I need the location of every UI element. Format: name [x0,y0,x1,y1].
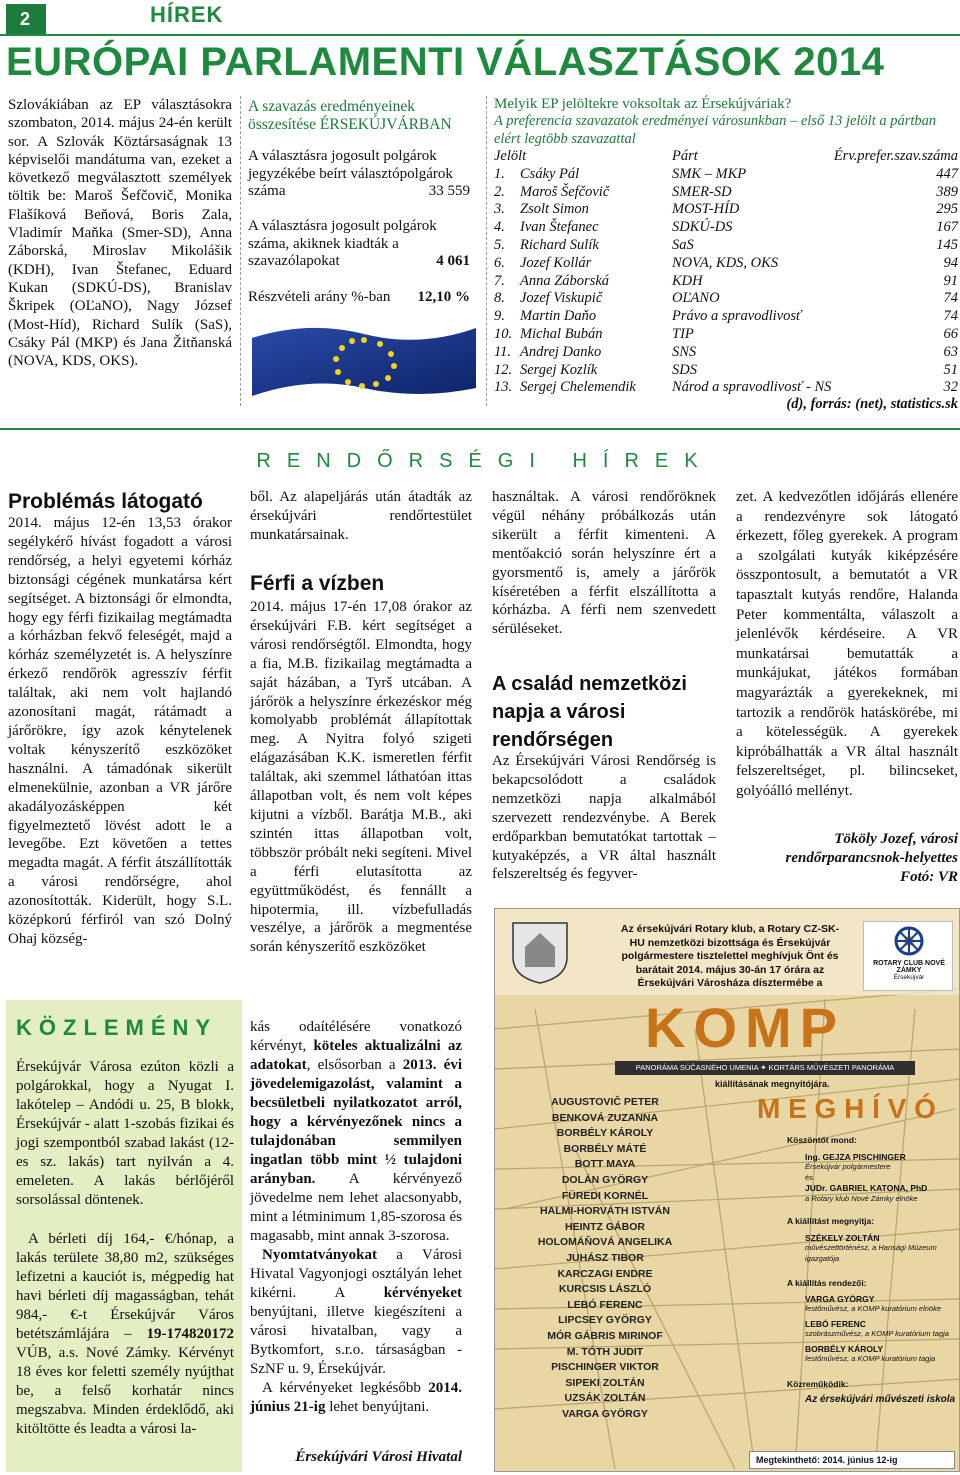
article-family-col3: Az Érsekújvári Városi Rendőrség is bekapcsolódott a családok nemzetközi napja alkalmából szervezett rendezvénybe. A Berek erdőparkban bemutatókat tartottak – kutyaképzés, a VR által használt felszereltség és fegyver- [492,753,716,883]
row-number: 10. [494,325,513,342]
party-name: NOVA, KDS, OKS [672,254,779,271]
vote-count: 91 [943,272,958,289]
notice-title: KÖZLEMÉNY [16,1015,218,1040]
results-row [494,379,958,397]
greet-name-2: JUDr. GABRIEL KATONA, PhD [805,1183,928,1193]
vote-count: 447 [936,165,958,182]
section-rule [0,428,960,430]
meghivo-title: M E G H Í V Ó [757,1093,936,1124]
artist-name: DOLÁN GYÖRGY [561,1173,649,1186]
rotary-logo [863,921,953,991]
partners-name: Az érsekújvári művészeti iskola [805,1394,956,1405]
invite-text: Az érsekújvári Rotary klub, a Rotary CZ-SK-HU nemzetközi bizottsága és Érsekújvár polgármestere tisztelettel meghívjuk Önt és barátait 2014. május 30-án 17 órára az Érsekújvári Városháza dísztermébe a [620,923,840,989]
row-number: 11. [494,343,512,360]
rotary-logo-text: ROTARY CLUB NOVÉ ZÁMKY [873,960,945,974]
row-number: 6. [494,254,505,271]
artist-name: BORBÉLY KÁROLY [556,1127,654,1140]
artist-name: MÓR GÁBRIS MIRINOF [547,1329,663,1342]
notice-text: A kérvényeket legkésőbb [262,1380,429,1396]
headline: EURÓPAI PARLAMENTI VÁLASZTÁSOK 2014 [6,40,885,84]
curator-2: LEBÓ FERENC [805,1318,866,1329]
divider [240,96,241,406]
row-number: 8. [494,290,505,307]
col-votes: Érv.prefer.szav.száma [833,148,958,164]
party-name: Právo a spravodlivosť [672,308,802,325]
results-question: Melyik EP jelöltekre voksoltak az Érsekújváriak? [494,96,792,112]
notice-bold: köteles aktualizálni az adatokat [250,1038,462,1073]
artist-name: FÜREDI KORNÉL [561,1189,649,1202]
artist-name: VARGA GYÖRGY [562,1407,648,1420]
police-signature: Tököly Jozef, városi rendőrparancsnok-helyettes [785,831,958,866]
notice-signature: Érsekújvári Városi Hivatal [295,1449,462,1465]
opening-text: kiállításának megnyitójára. [715,1079,830,1089]
vote-count: 295 [936,201,958,218]
eligible-label: A választásra jogosult polgárok jegyzékébe beírt választópolgárok száma [248,148,453,199]
candidate-name: Jozef Viskupič [520,290,603,307]
vote-count: 389 [936,183,958,200]
results-source: (d), forrás: (net), statistics.sk [786,396,958,412]
notice-paragraph-1: Érsekújvár Városa ezúton közli a polgárokkal, hogy a Nyugat I. lakótelep – Andódi u. 25, B blokk, Érsekújvár - alatt 1-szobás fizikai és jogi szempontból szabad lakást (12-es sz. lakás) tart nyilván a 4. emeleten. A lakás bérlőjéről sorsolással döntenek. [16,1059,234,1208]
row-number: 3. [494,201,505,218]
notice-text: , elsősorban a [306,1057,403,1073]
page-number: 2 [6,4,46,34]
article-visitor-col1: 2014. május 12-én 13,53 órakor segélykérő hívást fogadott a városi rendőrség, a helyi egyetemi kórház biztonsági cégének munkatársa kért segítséget. A biztonsági őr elmondta, hogy egy férfi fizikailag megtámadta a kórházban fekvő feleségét, majd a kórház személyzetét is. A helyszínre érkező rendőrök agresszív férfit találtak, aki nem volt hajlandó azonosítani magát, rátámadt a járőrökre, így azok kénytelenek voltak kényszerítő eszközöket használni. A támadónak sikerült elmenekülnie, azonban a VR járőre akadályozásképpen két figyelmeztető lövést adott le a levegőbe. Ezt követően a tettes megadta magát. A férfit átszállították a városi rendőrségre, ahol azonosították. Kiderült, hogy S.L. középkorú férfiról van szó Dolný Ohaj község- [8,515,232,947]
eu-flag-image [248,318,480,402]
notice-account: 19-174820172 [146,1326,234,1342]
city-coat-of-arms-icon [505,917,575,987]
article-visitor-col2: ből. Az alapeljárás után átadták az érsekújvári rendőrtestület munkatársainak. [250,489,472,543]
artist-name: M. TÓTH JUDIT [566,1345,644,1358]
candidate-name: Sergej Chelemendik [520,379,636,396]
candidate-name: Andrej Danko [520,343,602,360]
vote-count: 74 [943,308,958,325]
results-row [494,201,958,219]
photo-credit: Fotó: VR [900,869,958,885]
vote-count: 167 [936,219,958,236]
notice-text: A bérleti díj 164,- €/hónap, a lakás területe 38,80 m2, szükséges lefizetni a kauciót is, mégpedig hat havi bérleti díj magasságban, tehát 984,- €-t Érsekújvár Város betétszámlájára – [16,1231,234,1342]
notice-bold: 2013. évi jövedelemigazolást, valamint a becsületbeli nyilatkozatot arról, hogy a kérvényezőnek nincs a tulajdonában semmilyen ingatlan több mint ½ tulajdoni arányban. [250,1057,463,1187]
notice-text: lehet benyújtani. [325,1399,430,1415]
curator-3-role: festőművész, a KOMP kuratórium tagja [805,1354,936,1363]
results-row [494,362,958,380]
artist-name: KURCSIS LÁSZLÓ [558,1283,652,1296]
artist-list [505,1095,705,1422]
candidate-name: Anna Záborská [520,272,610,289]
vote-count: 94 [943,254,958,271]
candidate-name: Csáky Pál [520,165,580,182]
party-name: SDKÚ-DS [672,219,733,236]
candidate-name: Jozef Kollár [520,254,592,271]
article-title-visitor: Problémás látogató [8,490,203,513]
row-number: 5. [494,236,505,253]
row-number: 7. [494,272,505,289]
vote-count: 74 [943,290,958,307]
greet-and: és [805,1172,813,1182]
col-candidate: Jelölt [494,148,527,164]
article-water-col2: 2014. május 17-én 17,08 órakor az érsekújvári F.B. kért segítséget a városi rendőrségtől. Elmondta, hogy a fia, M.B. fizikailag megtámadta a saját házában, a Tyrš utcában. A járőrök a helyszínre érkezéskor még komolyabb problémát állapítottak meg. A Nyitra folyó szigeti elágazásában K.K. ismeretlen férfit találtak, aki szemmel láthatóan ittas állapotban volt, és nem volt képes kijutni a vízből. Barátja M.B., aki szintén ittas állapotban volt, többször próbált neki segíteni. Mivel a férfi elutasította az együttműködést, és fennállt a hipotermia, ill. vízbefulladás veszélye, a járőrök a megmentése során kényszerítő eszközöket [250,599,472,956]
artist-name: BOTT MAYA [574,1158,636,1171]
komp-strip: PANORÁMA SÚČASNÉHO UMENIA ✦ KORTÁRS MŰVÉSZETI PANORÁMA [615,1061,915,1075]
opens-role: művészettörténész, a Hansági Múzeum igazgatója [805,1243,937,1263]
issued-label: A választásra jogosult polgárok száma, akiknek kiadták a szavazólapokat [248,218,437,269]
row-number: 1. [494,165,505,182]
rotary-logo-sub: Érsekújvár [893,974,925,981]
notice-bold: 2014. június 21-ig [250,1380,462,1415]
artist-name: LIPCSEY GYÖRGY [558,1314,652,1327]
results-row [494,290,958,308]
party-name: OĽANO [672,290,720,307]
rotary-wheel-icon [894,926,924,956]
row-number: 2. [494,183,505,200]
artist-name: HOLOMÁŇOVÁ ANGELIKA [537,1236,673,1249]
greet-name-1: Ing. GEJZA PISCHINGER [805,1151,906,1162]
article-family-col4: zet. A kedvezőtlen időjárás ellenére a rendezvényre sok látogató érkezett, főleg gyerekek. A program a szolgálati kutyák kiképzésére összpontosult, a bemutatót a VR tapasztalt kutyás rendőre, Halanda Peter kommentálta, válaszolt a jelenlévők kérdéseire. A VR munkatársai bemutatták a munkájukat, játékos formában magyarázták a gyerekeknek, mi tartozik a rendőrök hatáskörébe, mi a kötelességük. A gyerekek kipróbálhatták a VR által használt felszereltséget, pl. bilincseket, golyóálló mellényt. [736,489,958,799]
artist-name: KARCZAGI ENDRE [557,1267,653,1280]
artist-name: UZSÁK ZOLTÁN [564,1392,646,1405]
artist-name: BENKOVÁ ZUZANNA [551,1111,659,1124]
col-party: Párt [672,148,698,164]
article-title-family: A család nemzetközi napja a városi rendőrségen [492,673,687,751]
komp-title: KOMP [645,996,845,1059]
artist-name: HALMI-HORVÁTH ISTVÁN [540,1205,670,1218]
candidate-name: Maroš Šefčovič [520,183,610,200]
results-row [494,184,958,202]
police-section-title: RENDŐRSÉGI HÍREK [256,450,714,472]
curator-1: VARGA GYÖRGY [805,1293,875,1304]
curator-2-role: szobrászművész, a KOMP kuratórium tagja [805,1329,949,1338]
curators-label: A kiállítás rendezői: [787,1278,867,1288]
candidate-name: Richard Sulík [520,236,599,253]
artist-name: SIPEKI ZOLTÁN [565,1376,645,1389]
results-row [494,166,958,184]
invitation-advertisement [494,908,960,1472]
artist-name: AUGUSTOVIČ PETER [551,1096,659,1108]
results-row [494,237,958,255]
results-row [494,255,958,273]
divider [486,96,487,406]
curator-3: BORBÉLY KÁROLY [805,1343,884,1354]
turnout-value: 12,10 % [417,289,470,305]
results-row [494,273,958,291]
candidate-name: Ivan Štefanec [520,219,599,236]
greet-label: Köszöntőt mond: [787,1135,857,1145]
exhibition-dates: Megtekinthető: 2014. június 12-ig [749,1451,955,1469]
row-number: 13. [494,379,513,396]
notice-text: benyújtani, illetve kiegészíteni a városi hivatalban, vagy a Bytkomfort, s.r.o. társaságban - SzNF u. 9, Érsekújvár. [250,1304,462,1377]
results-row [494,219,958,237]
artist-name: LEBÓ FERENC [567,1298,643,1311]
notice-col2 [250,1018,462,1417]
artist-name: JUHÁSZ TIBOR [566,1251,644,1264]
results-subtitle: A preferencia szavazatok eredményei városunkban – első 13 jelölt a pártban elért legtöbb szavazattal [494,113,937,147]
turnout-label: Részvételi arány %-ban [248,289,391,305]
candidate-name: Martin Daňo [520,308,597,325]
artist-name: PISCHINGER VIKTOR [551,1361,659,1374]
vote-count: 63 [943,343,958,360]
party-name: SMER-SD [672,183,732,200]
article-water-col3: használtak. A városi rendőröknek végül néhány próbálkozás után sikerült a férfit kimenteni. A mentőakció során helyszínre ért a gyorsmentő is, amely a járőrök kíséretében a férfit elszállította a kórházba. A férfi nem szenvedett sérüléseket. [492,489,716,638]
article-title-water: Férfi a vízben [250,572,385,595]
vote-count: 66 [943,325,958,342]
party-name: Národ a spravodlivosť - NS [672,379,832,396]
greet-role-1: Érsekújvár polgármestere [805,1162,891,1171]
candidate-name: Michal Bubán [520,325,603,342]
partners-label: Közreműködik: [787,1378,849,1389]
notice-text: kás odaítélésére vonatkozó kérvényt, [250,1019,462,1054]
opens-label: A kiállítást megnyitja: [787,1216,875,1226]
results-header-row [494,148,958,166]
candidate-name: Sergej Kozlík [520,361,598,378]
notice-text: A kérvényező jövedelme nem lehet alacsonyabb, mint a létminimum 1,85-szorosa és magasabb, mint annak 3-szorosa. [250,1171,462,1244]
section-title: HÍREK [150,2,224,27]
issued-value: 4 061 [436,253,470,269]
party-name: SMK – MKP [672,165,747,182]
artist-name: HEINTZ GÁBOR [565,1220,645,1233]
header-rule [0,34,960,36]
notice-text: VÚB, a.s. Nové Zámky. Kérvényt 18 éves kor feletti személy nyújthat be, a felső korhatár nincs megszabva. Minden érdeklődő, aki kitöltötte és leadta a városi la- [16,1345,234,1437]
party-name: SDS [672,361,697,378]
opens-name: SZÉKELY ZOLTÁN [805,1232,880,1243]
notice-bold: Nyomtatványokat [262,1247,377,1263]
notice-text: a Városi Hivatal Vagyonjogi osztályán lehet kikérni. A [250,1247,462,1301]
results-table [494,148,958,397]
notice-bold: kérvényeket [383,1285,462,1301]
vote-count: 145 [936,236,958,253]
results-row [494,344,958,362]
row-number: 12. [494,361,513,378]
greet-role-2: a Rotary klub Nové Zámky elnöke [805,1193,918,1203]
row-number: 4. [494,219,505,236]
results-row [494,308,958,326]
party-name: SaS [672,236,694,253]
notice-paragraph-2 [16,1230,234,1439]
intro-text: Szlovákiában az EP választásokra szombaton, 2014. május 24-én került sor. A Szlovák Köztársaságnak 13 képviselői mandátuma van, ezeket a következő megválasztott személyek töltik be: Maroš Šefčovič, Monika Flašíková Beňová, Boris Zala, Vladimír Maňka (Smer-SD), Anna Záborská, Miroslav Mikolášik (KDH), Ivan Štefanec, Eduard Kukan (SDKÚ-DS), Branislav Škripek (OĽaNO), Nagy József (Most-Híd), Richard Sulík (SaS), Csáky Pál (MKP) és Jana Žitňanská (NOVA, KDS, OKS). [8,97,232,370]
party-name: TIP [672,325,694,342]
candidate-name: Zsolt Simon [520,201,589,218]
curator-1-role: festőművész, a KOMP kuratórium elnöke [805,1304,942,1313]
results-row [494,326,958,344]
party-name: MOST-HÍD [672,201,740,218]
party-name: KDH [672,272,703,289]
summary-title: A szavazás eredményeinek összesítése ÉRSEKÚJVÁRBAN [248,98,452,133]
vote-count: 51 [943,361,958,378]
eligible-value: 33 559 [428,183,470,199]
vote-count: 32 [943,379,958,396]
credits-block [787,1135,957,1406]
artist-name: BORBÉLY MÁTÉ [563,1142,647,1155]
row-number: 9. [494,308,505,325]
party-name: SNS [672,343,697,360]
